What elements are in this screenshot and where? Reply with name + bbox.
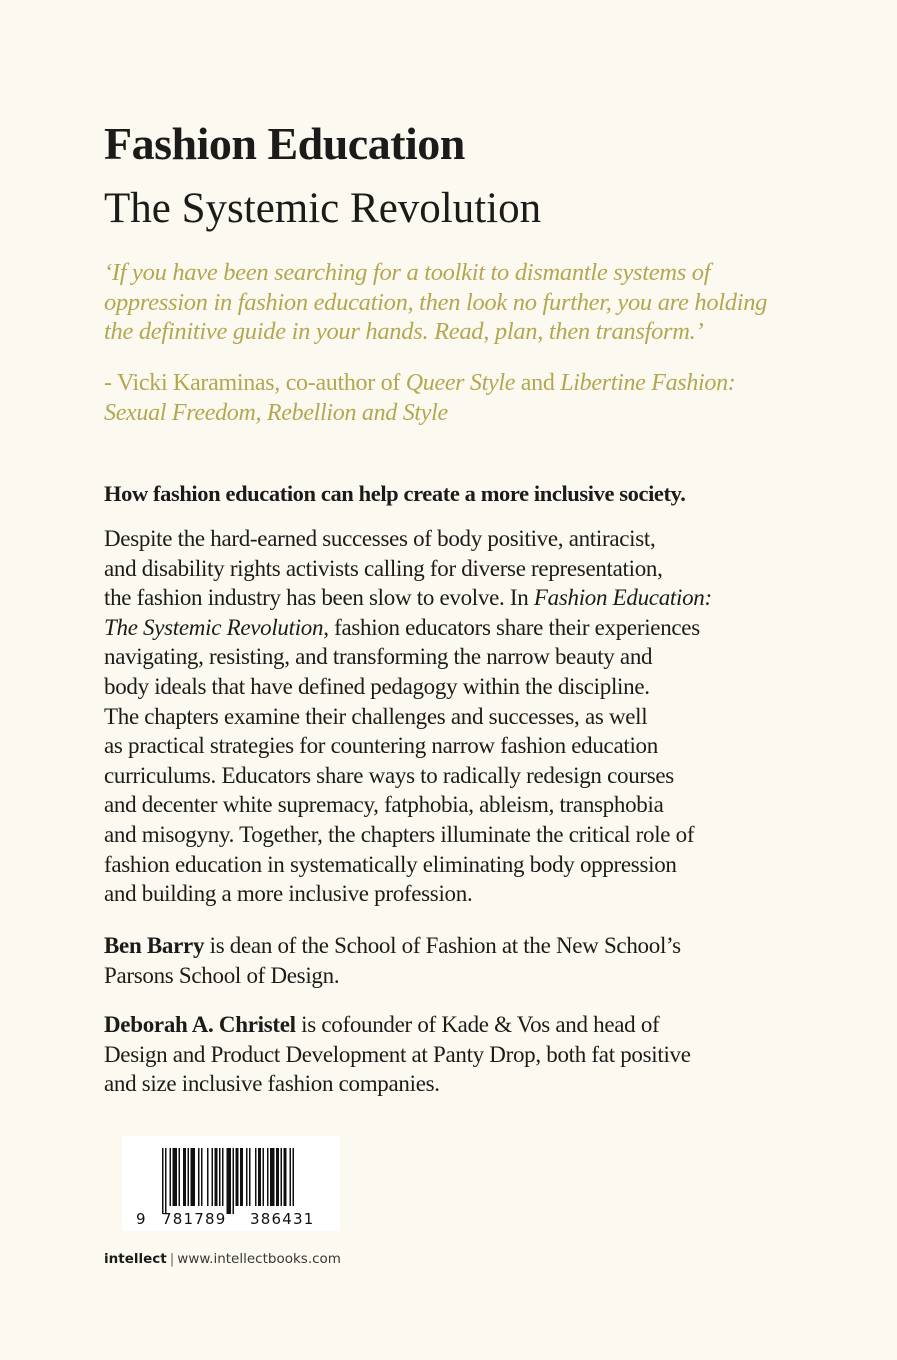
- barcode-bar: [179, 1148, 181, 1206]
- barcode-bar: [290, 1148, 292, 1206]
- description-line: The chapters examine their challenges and successes, as well: [104, 703, 648, 729]
- barcode-bar: [236, 1148, 239, 1206]
- barcode-bar: [162, 1148, 164, 1214]
- description-text: , fashion educators share their experiences: [323, 614, 700, 640]
- barcode-bar: [201, 1148, 203, 1206]
- barcode-bar: [233, 1148, 235, 1214]
- author-bio-deborah-christel: [104, 1010, 804, 1099]
- barcode-digits-group1: 781789: [162, 1210, 227, 1228]
- barcode-bar: [267, 1148, 269, 1206]
- barcode-bar: [240, 1148, 243, 1206]
- description-line: and misogyny. Together, the chapters illuminate the critical role of: [104, 821, 695, 847]
- barcode-bar: [281, 1148, 283, 1206]
- description-line: fashion education in systematically eliminating body oppression: [104, 851, 677, 877]
- description-line: [104, 583, 794, 613]
- attribution-prefix: - Vicki Karaminas, co-author of: [104, 370, 406, 396]
- description-line: curriculums. Educators share ways to radically redesign courses: [104, 762, 674, 788]
- description-line: body ideals that have defined pedagogy within the discipline.: [104, 673, 650, 699]
- endorsement-attribution: [104, 369, 804, 428]
- barcode-bar: [263, 1148, 265, 1206]
- barcode-bar: [293, 1148, 295, 1206]
- book-title-italic: The Systemic Revolution: [104, 614, 324, 640]
- barcode-bar: [207, 1148, 209, 1206]
- barcode-bar: [246, 1148, 248, 1206]
- barcode-bar: [183, 1148, 186, 1206]
- isbn-barcode: [122, 1136, 340, 1231]
- endorsement-quote: [104, 258, 804, 347]
- barcode-bar: [284, 1148, 287, 1206]
- book-title-italic: Fashion Education:: [533, 585, 712, 611]
- tagline: How fashion education can help create a more inclusive society.: [104, 481, 686, 506]
- description-line: and building a more inclusive profession.: [104, 881, 473, 907]
- barcode-bar: [198, 1148, 200, 1206]
- barcode-bars: [162, 1148, 294, 1214]
- barcode-bar: [191, 1148, 196, 1206]
- bio-line: and size inclusive fashion companies.: [104, 1071, 440, 1097]
- bio-line: [104, 1010, 804, 1040]
- description-line: Despite the hard-earned successes of body positive, antiracist,: [104, 526, 656, 551]
- barcode-digit-lead: 9: [136, 1210, 146, 1228]
- description-text: the fashion industry has been slow to evolve. In: [104, 585, 534, 611]
- author-bio-ben-barry: [104, 931, 804, 990]
- barcode-bar: [227, 1148, 232, 1214]
- publisher-website[interactable]: www.intellectbooks.com: [177, 1251, 341, 1267]
- publisher-footer: [104, 1251, 341, 1267]
- description-line: navigating, resisting, and transforming the narrow beauty and: [104, 644, 653, 670]
- quote-line: oppression in fashion education, then look no further, you are holding: [104, 288, 768, 316]
- bio-text: is dean of the School of Fashion at the New School’s: [204, 933, 681, 958]
- attribution-line: [104, 369, 804, 399]
- description-line: as practical strategies for countering narrow fashion education: [104, 733, 658, 759]
- description-line: and disability rights activists calling for diverse representation,: [104, 555, 663, 581]
- barcode-bar: [173, 1148, 178, 1206]
- barcode-bar: [255, 1148, 257, 1206]
- quote-line: ‘If you have been searching for a toolkit to dismantle systems of: [104, 259, 711, 286]
- barcode-bar: [212, 1148, 214, 1206]
- barcode-bar: [219, 1148, 221, 1206]
- book-title: Fashion Education: [104, 118, 465, 169]
- description-line: [104, 613, 794, 643]
- barcode-bar: [188, 1148, 190, 1206]
- barcode-bar: [222, 1148, 224, 1206]
- attribution-line: [104, 399, 804, 429]
- work-title: Queer Style: [405, 370, 516, 396]
- publisher-name: intellect: [104, 1251, 167, 1267]
- bio-line: Parsons School of Design.: [104, 962, 340, 988]
- footer-separator: |: [169, 1251, 175, 1267]
- quote-line: the definitive guide in your hands. Read, plan, then transform.’: [104, 318, 704, 345]
- book-subtitle: The Systemic Revolution: [104, 185, 542, 232]
- work-title: Sexual Freedom, Rebellion and Style: [104, 399, 448, 426]
- barcode-bar: [276, 1148, 279, 1206]
- bio-text: is cofounder of Kade & Vos and head of: [295, 1012, 660, 1037]
- author-name: Ben Barry: [104, 933, 205, 958]
- barcode-icon: [122, 1136, 340, 1231]
- description-line: and decenter white supremacy, fatphobia, ableism, transphobia: [104, 792, 664, 818]
- barcode-bar: [249, 1148, 251, 1206]
- attribution-and: and: [515, 370, 561, 396]
- author-name: Deborah A. Christel: [104, 1012, 296, 1037]
- bio-line: Design and Product Development at Panty Drop, both fat positive: [104, 1041, 691, 1067]
- barcode-bar: [165, 1148, 167, 1214]
- bio-line: [104, 931, 804, 961]
- barcode-digits-group2: 386431: [250, 1210, 315, 1228]
- book-description: [104, 524, 794, 909]
- barcode-bar: [215, 1148, 218, 1206]
- barcode-bar: [258, 1148, 261, 1206]
- barcode-bar: [170, 1148, 172, 1206]
- work-title: Libertine Fashion:: [560, 370, 736, 396]
- barcode-bar: [270, 1148, 275, 1206]
